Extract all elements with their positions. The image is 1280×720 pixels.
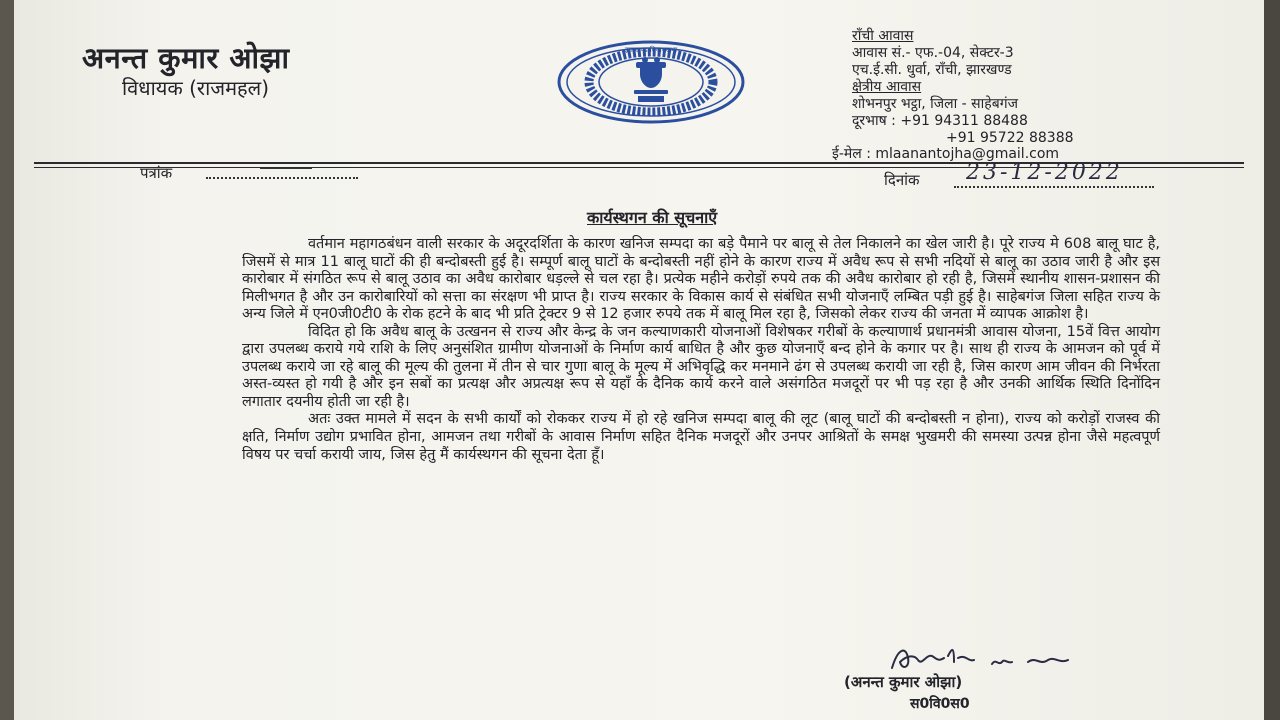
address-ranchi-title: राँची आवास xyxy=(852,28,914,44)
background-edge-right xyxy=(1264,0,1280,720)
ref-label: पत्रांक xyxy=(140,164,173,182)
letter-page xyxy=(14,0,1264,720)
signatory-name: (अनन्त कुमार ओझा) xyxy=(844,673,963,691)
address-local-title: क्षेत्रीय आवास xyxy=(852,79,922,95)
date-blank-line xyxy=(954,186,1154,188)
signatory-designation: स0वि0स0 xyxy=(910,696,970,712)
paragraph-3: अतः उक्त मामले में सदन के सभी कार्यों को रोककर राज्य में हो रहे खनिज सम्पदा बालू की लूट (बालू घाटों की बन्दोबस्ती न होना), राज्य को करोड़ों राजस्व की क्षति, निर्माण उद्योग प्रभावित होना, आमजन तथा गरीबों के आवास निर्माण सहित दैनिक मजदूरों और उनपर आश्रितों के समक्ष भुखमरी की समस्या उत्पन्न होना जैसे महत्वपूर्ण विषय पर चर्चा करायी जाय, जिस हेतु मैं कार्यस्थगन की सूचना देता हूँ। xyxy=(242,411,1160,463)
email-line: ई-मेल : mlaanantojha@gmail.com xyxy=(832,146,1060,162)
emblem-text: झारखण्ड विधानसभा xyxy=(624,46,678,54)
ref-blank-line xyxy=(206,177,358,179)
ref-dash xyxy=(260,168,312,169)
letter-body xyxy=(242,236,1160,464)
address-ranchi-line1: आवास सं.- एफ.-04, सेक्टर-3 xyxy=(852,45,1014,61)
paragraph-2: विदित हो कि अवैध बालू के उत्खनन से राज्य और केन्द्र के जन कल्याणकारी योजनाओं विशेषकर गरीबों के कल्याणार्थ प्रधानमंत्री आवास योजना, 15वें वित्त आयोग द्वारा उपलब्ध कराये गये राशि के लिए अनुसंशित ग्रामीण योजनाओं के निर्माण कार्य बाधित है और कुछ योजनाएँ बन्द होने के कगार पर है। साथ ही राज्य के आमजन को पूर्व में उपलब्ध कराये जा रहे बालू की मूल्य की तुलना में तीन से चार गुणा बालू के मूल्य में अभिवृद्धि कर मनमाने ढंग से उपलब्ध करायी जा रही है, जिस कारण आम जीवन की निर्भरता अस्त-व्यस्त हो गयी है और इन सबों का प्रत्यक्ष और अप्रत्यक्ष रूप से यहाँ के दैनिक कार्य करने वाले असंगठित मजदूरों पर भी पड़ रहा है और उनकी आर्थिक स्थिति दिनोंदिन लगातार दयनीय होती जा रही है। xyxy=(242,323,1160,410)
date-handwritten: 23-12-2022 xyxy=(966,160,1123,185)
address-ranchi-line2: एच.ई.सी. धुर्वा, राँची, झारखण्ड xyxy=(852,62,1012,78)
assembly-emblem-logo xyxy=(556,40,746,124)
paragraph-1: वर्तमान महागठबंधन वाली सरकार के अदूरदर्शिता के कारण खनिज सम्पदा का बड़े पैमाने पर बालू से तेल निकालने का खेल जारी है। पूरे राज्य मे 608 बालू घाट है, जिसमें से मात्र 11 बालू घाटों की ही बन्दोबस्ती हुई है। सम्पूर्ण बालू घाटों के बन्दोबस्ती नहीं होने के कारण राज्य में अवैध रूप से सभी नदियों से बालू का उठाव जारी है और इस कारोबार में संगठित रूप से बालू उठाव का अवैध कारोबार धड़ल्ले से चल रहा है। प्रत्येक महीने करोड़ों रुपये तक की अवैध कारोबार हो रही है, जिसमें स्थानीय शासन-प्रशासन की मिलीभगत है और उन कारोबारियों को सत्ता का संरक्षण भी प्राप्त है। राज्य सरकार के विकास कार्य से संबंधित सभी योजनाएँ लम्बित पड़ी हुई है। साहेबगंज जिला सहित राज्य के अन्य जिले में एन0जी0टी0 के रोक हटने के बाद भी प्रति ट्रेक्टर 9 से 12 हजार रुपये तक में बालू मिल रहा है, जिसको लेकर राज्य की जनता में व्यापक आक्रोश है। xyxy=(242,236,1160,323)
date-label: दिनांक xyxy=(884,171,920,189)
address-local-line1: शोभनपुर भट्ठा, जिला - साहेबगंज xyxy=(852,96,1018,112)
letterhead-designation: विधायक (राजमहल) xyxy=(122,76,270,100)
handwritten-signature xyxy=(888,644,1108,674)
subject-heading: कार्यस्थगन की सूचनाएँ xyxy=(587,208,718,227)
phone-line-2: +91 95722 88388 xyxy=(946,130,1074,146)
letterhead-name: अनन्त कुमार ओझा xyxy=(82,41,290,75)
phone-line-1: दूरभाष : +91 94311 88488 xyxy=(852,113,1028,129)
